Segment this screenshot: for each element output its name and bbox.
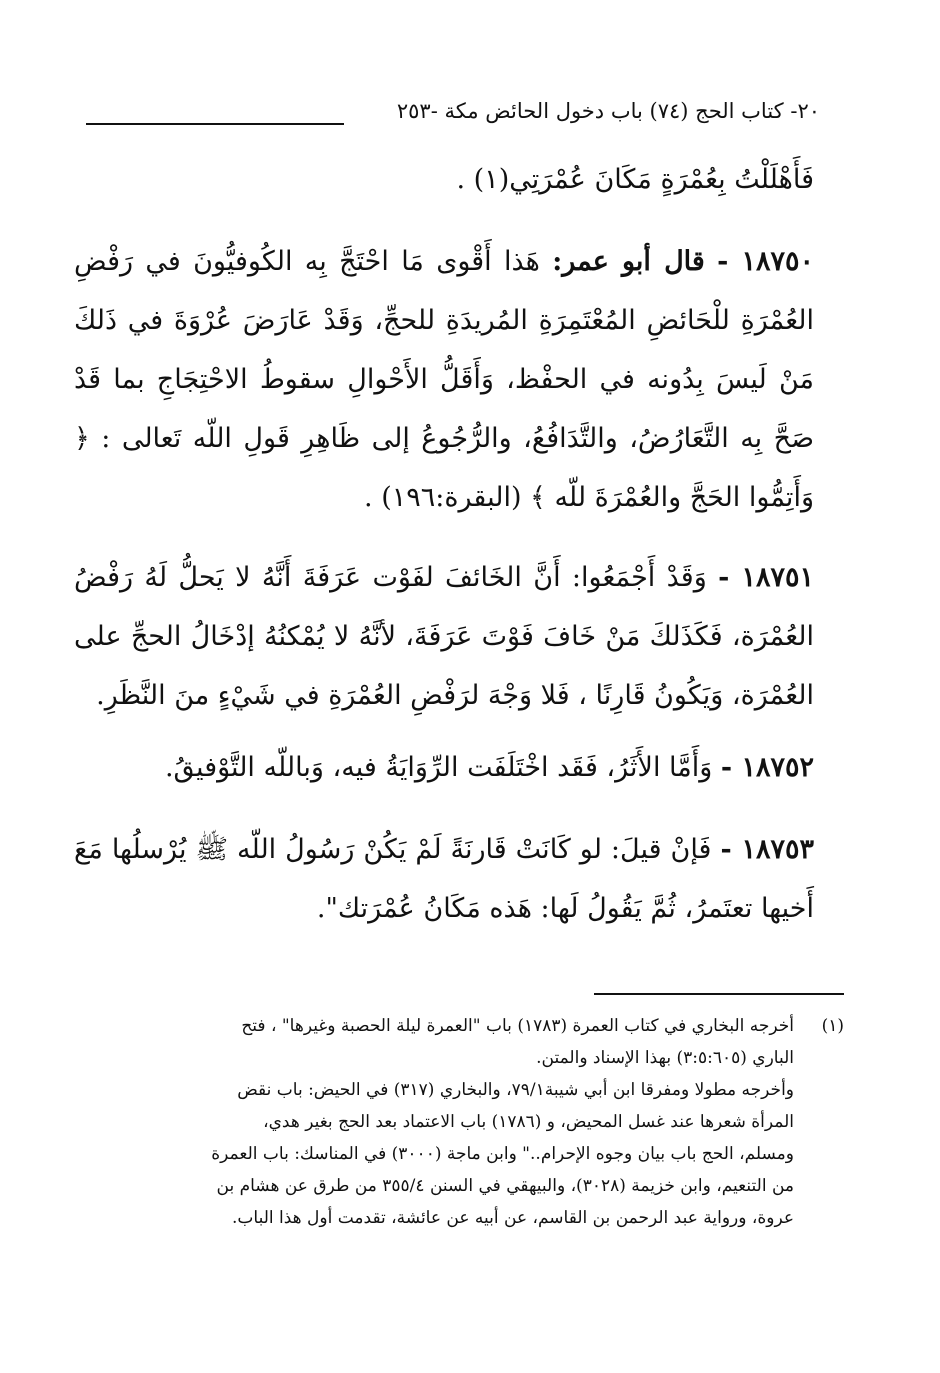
running-header xyxy=(86,96,820,126)
footnote-line: ومسلم، الحج باب بيان وجوه الإحرام.." وابن ماجة (٣٠٠٠) في المناسك: باب العمرة xyxy=(211,1144,794,1164)
paragraph-18752 xyxy=(74,738,814,797)
footnote-line: من التنعيم، وابن خزيمة (٣٠٢٨)، والبيهقي في السنن ٣٥٥/٤ من طرق عن هشام بن xyxy=(216,1176,794,1196)
paragraph-18750 xyxy=(74,232,814,527)
footnote-line: الباري (٣:٥:٦٠٥) بهذا الإسناد والمتن. xyxy=(536,1048,794,1068)
paragraph-lead: قال أبو عمر: xyxy=(552,246,705,277)
footnotes xyxy=(74,1010,844,1234)
footnote-body xyxy=(74,1010,794,1234)
paragraph-number: ١٨٧٥٠ - xyxy=(717,246,815,277)
footnote-line: أخرجه البخاري في كتاب العمرة (١٧٨٣) باب "العمرة ليلة الحصبة وغيرها" ، فتح xyxy=(241,1016,794,1036)
running-title: ٢٠- كتاب الحج (٧٤) باب دخول الحائض مكة -٢٥٣ xyxy=(396,99,820,123)
paragraph-text: وَقَدْ أَجْمَعُوا: أَنَّ الخَائفَ لفَوْت عَرَفَةَ أَنَّهُ لا يَحلُّ لَهُ رَفْضُ العُمْرَة، فَكَذَلكَ مَنْ خَافَ فَوْتَ عَرَفَةَ، لأنَّهُ لا يُمْكنُهُ إدْخَالُ الحجِّ على العُمْرَة، وَيَكُونُ قَارِنًا ، فَلا وَجْهَ لرَفْضِ العُمْرَةِ في شَيْءٍ منَ النَّظَرِ. xyxy=(74,562,814,711)
footnote-marker: (١) xyxy=(821,1016,844,1036)
paragraph-text: هَذا أَقْوى مَا احْتَجَّ بِه الكُوفيُّونَ في رَفْضِ العُمْرَةِ للْحَائضِ المُعْتَمِرَةِ المُريدَةِ للحجِّ، وَقَدْ عَارَضَ عُرْوَةَ في ذَلكَ مَنْ لَيسَ بِدُونه في الحفْظ، وَأَقَلُّ الأَحْوالِ سقوطُ الاحْتِجَاجِ بما قَدْ صَحَّ بِه التَّعَارُضُ، والتَّدَافُعُ، والرُّجُوعُ إلى ظَاهِرِ قَولِ اللّه تَعالى : ﴿ وَأَتِمُّوا الحَجَّ والعُمْرَةَ للّه ﴾ (البقرة:١٩٦) . xyxy=(74,246,814,513)
footnote-line: المرأة شعرها عند غسل المحيض، و (١٧٨٦) باب الاعتماد بعد الحج بغير هدي، xyxy=(263,1112,794,1132)
paragraph-text: فَإنْ قيلَ: لو كَانَتْ قَارنَةً لَمْ يَكُنْ رَسُولُ اللّه ﷺ يُرْسلُها مَعَ أَخيها تعتَمرُ، ثُمَّ يَقُولُ لَها: هَذه مَكَانُ عُمْرَتك". xyxy=(74,834,814,924)
footnote-line: وأخرجه مطولا ومفرقا ابن أبي شيبة٧٩/١، والبخاري (٣١٧) في الحيض: باب نقض xyxy=(237,1080,794,1100)
paragraph-text: فَأَهْلَلْتُ بِعُمْرَةٍ مَكَانَ عُمْرَتِي(١) . xyxy=(456,164,814,195)
paragraph-continuation xyxy=(74,150,814,209)
footnote-line: عروة، ورواية عبد الرحمن بن القاسم، عن أبيه عن عائشة، تقدمت أول هذا الباب. xyxy=(232,1208,794,1228)
paragraph-text: وَأَمَّا الأَثَرُ، فَقَد اخْتَلَفَت الرِّوَايَةُ فيه، وَباللّه التَّوْفيقُ. xyxy=(164,752,713,783)
header-rule xyxy=(86,123,344,125)
paragraph-number: ١٨٧٥٣ - xyxy=(720,834,814,865)
paragraph-number: ١٨٧٥٢ - xyxy=(720,752,814,783)
paragraph-number: ١٨٧٥١ - xyxy=(718,562,815,593)
footnote-1 xyxy=(74,1010,844,1234)
paragraph-18753 xyxy=(74,820,814,938)
paragraph-18751 xyxy=(74,548,814,725)
footnote-rule xyxy=(594,993,844,995)
